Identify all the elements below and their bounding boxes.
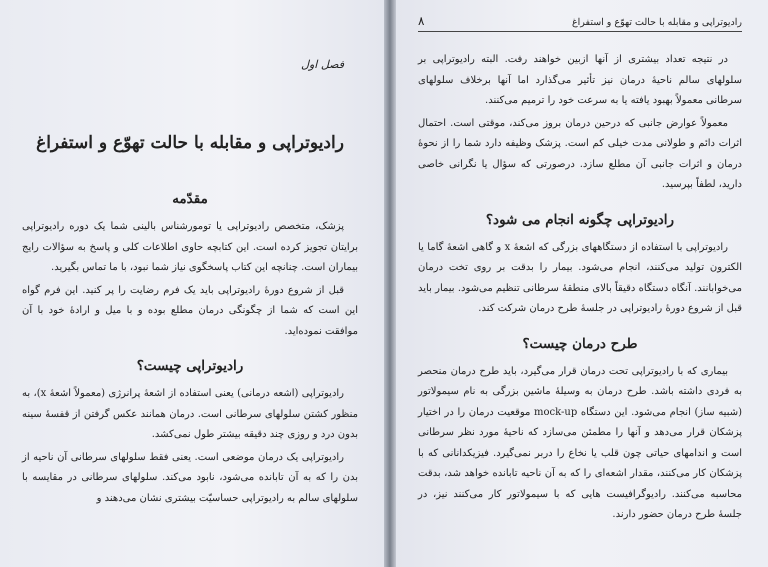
paragraph: پزشک، متخصص رادیوتراپی یا تومورشناس بالینی شما یک دوره رادیوتراپی برایتان تجویز کرده است. این کتابچه حاوی اطلاعات کلی و پاسخ به سؤالات رایج بیماران است. چنانچه این کتاب پاسخگوی نیاز شما نبود، با ما تماس بگیرید. [22,221,358,273]
book-gutter [384,0,396,567]
paragraph: رادیوتراپی با استفاده از دستگاههای بزرگی که اشعهٔ x و گاهی اشعهٔ گاما یا الکترون تولید می‌کنند، انجام می‌شود. بیمار را بدقت بر روی تخت درمان می‌خوابانند. آنگاه دستگاه دقیقاً بالای منطقهٔ سرطانی تنظیم می‌شود. بیمار باید قبل از شروع دورهٔ رادیوتراپی در جلسهٔ طرح درمان شرکت کند. [418,241,742,314]
page-number: ۸ [418,14,425,28]
paragraph: رادیوتراپی (اشعه درمانی) یعنی استفاده از اشعهٔ پرانرژی (معمولاً اشعهٔ x)، به منظور کشتن سلولهای سرطانی است. درمان همانند عکس گرفتن از قفسهٔ سینه بدون درد و روزی چند دقیقه بیشتر طول نمی‌کشد. [22,388,358,440]
section-heading: رادیوتراپی چیست؟ [136,358,244,374]
paragraph: رادیوتراپی یک درمان موضعی است. یعنی فقط سلولهای سرطانی آن ناحیه از بدن را که به آن تابانده می‌شود، نابود می‌کند. سلولهای سرطانی در مقایسه با سلولهای سالم به رادیوتراپی حساسیّت بیشتری نشان می‌دهند و [22,451,358,504]
chapter-title: رادیوتراپی و مقابله با حالت تهوّع و استفراغ [36,133,344,153]
right-page [396,0,768,567]
chapter-label: فصل اول [301,58,344,71]
section-how-radiotherapy-done [418,212,742,320]
section-heading: طرح درمان چیست؟ [522,335,638,352]
running-header [418,14,742,32]
section-what-is-radiotherapy [22,358,358,509]
paragraph: در نتیجه تعداد بیشتری از آنها ازبین خواهند رفت. البته رادیوتراپی بر سلولهای سالم ناحیهٔ درمان نیز تأثیر می‌گذارد اما آنها برخلاف سلولهای سرطانی معمولاً بهبود یافته یا به سرعت خود را ترمیم می‌کنند. [418,54,742,106]
section-treatment-plan [418,336,742,526]
section-heading: مقدّمه [172,191,208,207]
paragraph: معمولاً عوارض جانبی که درحین درمان بروز می‌کند، موقتی است. احتمال اثرات دائم و طولانی مدت خیلی کم است. پزشک وظیفه دارد شما را از نحوهٔ درمان و اثرات جانبی آن مطلع سازد. درصورتی که سؤال یا نگرانی خاصی دارید، لطفاً بپرسید. [418,117,742,190]
paragraph: قبل از شروع دورهٔ رادیوتراپی باید یک فرم رضایت را پر کنید. این فرم گواه این است که شما از چگونگی درمان مطلع بوده و با میل و ارادهٔ خود با آن موافقت نموده‌اید. [22,284,358,337]
paragraph: بیماری که با رادیوتراپی تحت درمان قرار می‌گیرد، باید طرح درمان منحصر به فردی داشته باشد. طرح درمان به وسیلهٔ ماشین بزرگی به نام سیمولاتور (شبیه ساز) انجام می‌شود. این دستگاه mock-up موقعیت درمان را در اختیار پزشکان قرار می‌دهد و آنها را مطمئن می‌سازد که ناحیهٔ مورد نظر سرطانی است و اندامهای حیاتی چون قلب یا نخاع را دربر نمی‌گیرد. فیزیکدانانی که با پزشکان کار می‌کنند، مقدار اشعه‌ای را که به آن ناحیه تابانده خواهد شد، بدقت محاسبه می‌کنند. رادیوگرافیست هایی که با سیمولاتور کار می‌کنند نیز، در جلسهٔ طرح درمان حضور دارند. [418,365,742,520]
section-heading: رادیوتراپی چگونه انجام می شود؟ [485,211,675,228]
section-introduction [22,191,358,342]
running-head-title: رادیوتراپی و مقابله با حالت تهوّع و استفراغ [571,17,742,28]
